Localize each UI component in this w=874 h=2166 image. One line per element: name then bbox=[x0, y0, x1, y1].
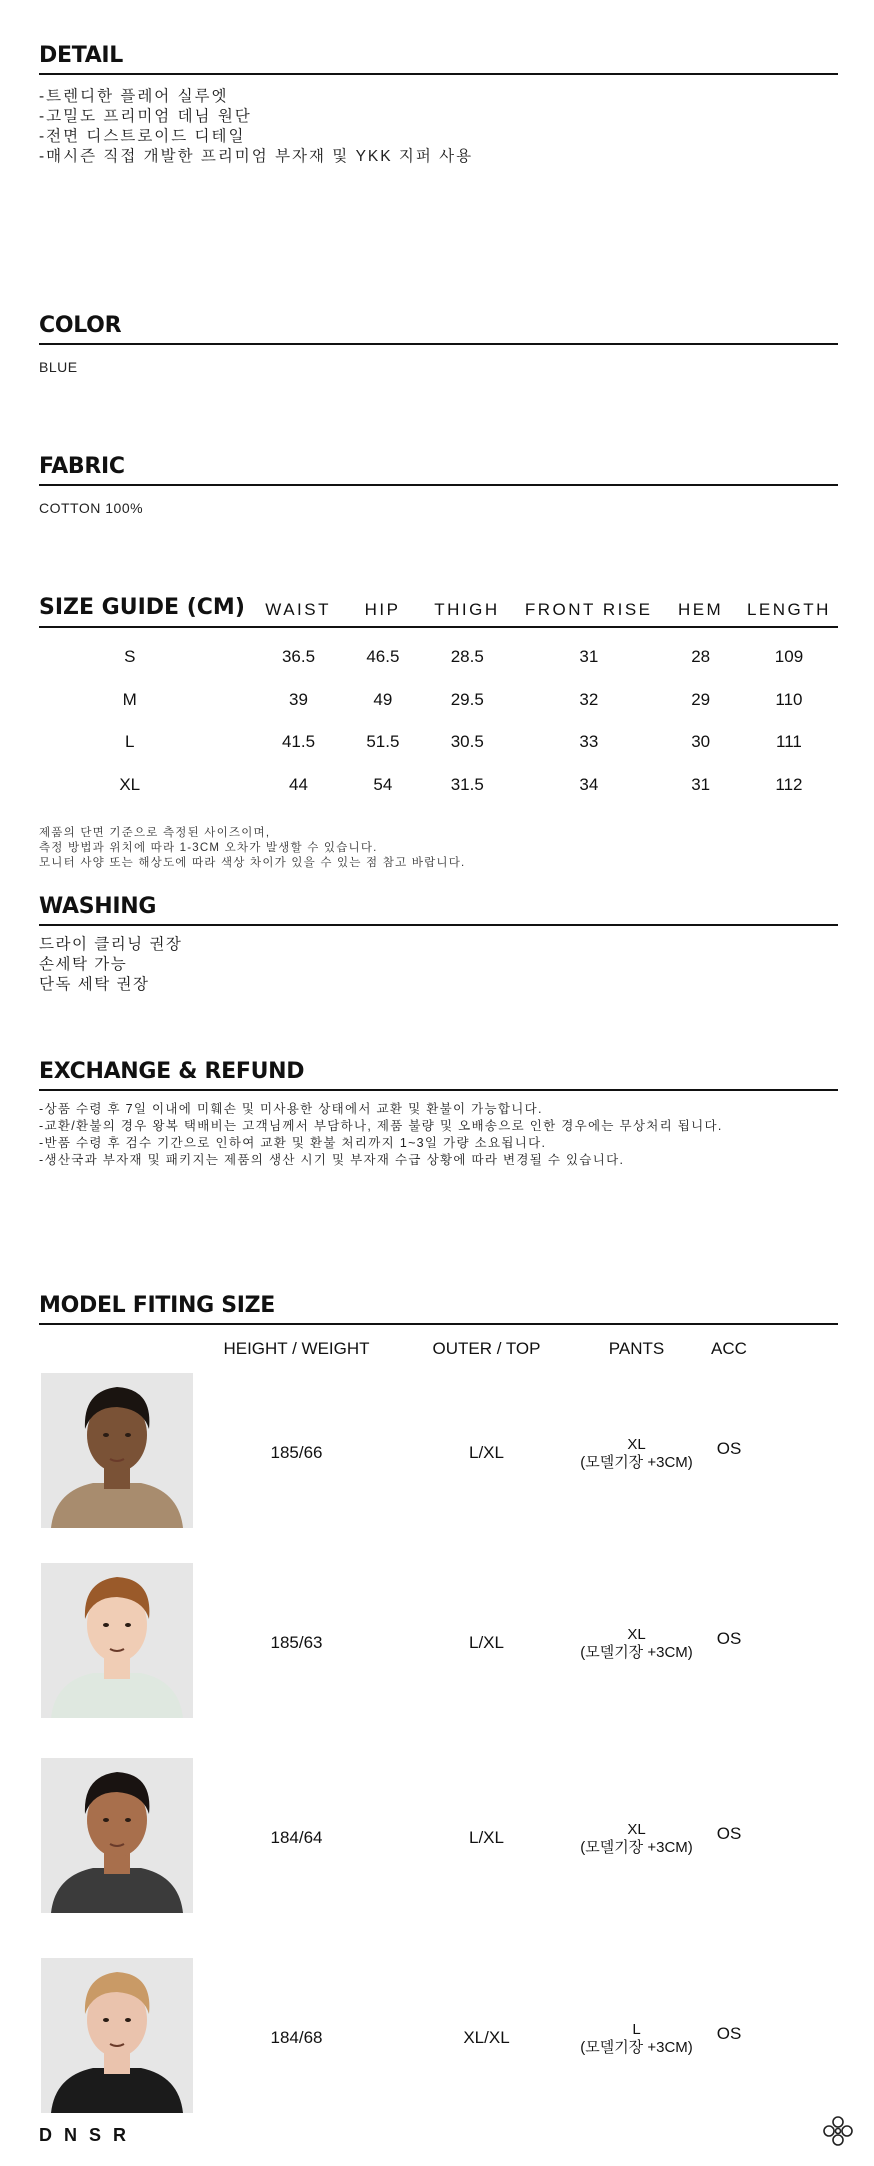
size-guide-header bbox=[39, 592, 838, 628]
note-line: 모니터 사양 또는 해상도에 따라 색상 차이가 있을 수 있는 점 참고 바랍니다. bbox=[39, 857, 466, 869]
model-row bbox=[39, 1563, 838, 1723]
model-photo bbox=[41, 1758, 193, 1913]
size-guide-notes bbox=[39, 826, 838, 871]
size-cell: 34 bbox=[579, 774, 599, 794]
detail-line: -고밀도 프리미엄 데님 원단 bbox=[39, 108, 252, 125]
size-cell: 109 bbox=[774, 647, 804, 667]
model-pants bbox=[574, 1821, 699, 1857]
exchange-section bbox=[39, 1059, 838, 1169]
model-height-weight: 184/68 bbox=[270, 2028, 323, 2047]
note-line: 제품의 단면 기준으로 측정된 사이즈이며, bbox=[39, 827, 271, 839]
col-pants: PANTS bbox=[608, 1338, 665, 1358]
washing-line: 손세탁 가능 bbox=[39, 956, 128, 973]
washing-line: 단독 세탁 권장 bbox=[39, 976, 150, 993]
model-section bbox=[39, 1293, 838, 2056]
model-acc: OS bbox=[716, 1824, 742, 1843]
size-cell: 41.5 bbox=[281, 732, 316, 752]
size-cell: 51.5 bbox=[366, 732, 400, 752]
col-waist: WAIST bbox=[265, 600, 331, 619]
pants-note: (모델기장 +3CM) bbox=[580, 2039, 693, 2056]
flower-logo-icon bbox=[818, 2111, 858, 2151]
fabric-title: FABRIC bbox=[39, 454, 838, 486]
color-title: COLOR bbox=[39, 313, 838, 345]
color-value: BLUE bbox=[39, 359, 78, 375]
exchange-list bbox=[39, 1101, 838, 1169]
detail-list bbox=[39, 87, 838, 167]
detail-title: DETAIL bbox=[39, 43, 838, 75]
pants-size: L bbox=[632, 2021, 641, 2038]
pants-note: (모델기장 +3CM) bbox=[580, 1454, 693, 1471]
washing-title: WASHING bbox=[39, 894, 838, 926]
size-cell: 49 bbox=[373, 689, 393, 709]
detail-section bbox=[39, 43, 838, 167]
model-pants bbox=[574, 2021, 699, 2057]
size-cell: 54 bbox=[373, 774, 393, 794]
detail-line: -트렌디한 플레어 실루엣 bbox=[39, 88, 229, 105]
fabric-section bbox=[39, 454, 838, 516]
col-front-rise: FRONT RISE bbox=[524, 600, 653, 619]
model-outer-top: L/XL bbox=[469, 1828, 504, 1847]
exchange-line: -교환/환불의 경우 왕복 택배비는 고객님께서 부담하나, 제품 불량 및 오배송으로 인한 경우에는 무상처리 됩니다. bbox=[39, 1119, 723, 1133]
size-row bbox=[39, 721, 838, 764]
size-cell: 28.5 bbox=[450, 647, 484, 667]
size-label: L bbox=[125, 732, 135, 752]
size-cell: 36.5 bbox=[281, 647, 316, 667]
size-guide-body bbox=[39, 636, 838, 806]
fabric-value: COTTON 100% bbox=[39, 500, 144, 516]
size-row bbox=[39, 764, 838, 807]
exchange-line: -생산국과 부자재 및 패키지는 제품의 생산 시기 및 부자재 수급 상황에 따라 변경될 수 있습니다. bbox=[39, 1153, 625, 1167]
size-label: S bbox=[124, 647, 136, 667]
model-height-weight: 185/66 bbox=[270, 1443, 323, 1462]
col-height-weight: HEIGHT / WEIGHT bbox=[223, 1338, 370, 1358]
size-cell: 31 bbox=[691, 774, 711, 794]
pants-size: XL bbox=[627, 1436, 646, 1453]
model-acc: OS bbox=[716, 2024, 742, 2043]
model-outer-top: XL/XL bbox=[463, 2028, 510, 2047]
size-cell: 31 bbox=[579, 647, 599, 667]
size-cell: 29.5 bbox=[450, 689, 484, 709]
washing-line: 드라이 클리닝 권장 bbox=[39, 936, 183, 953]
model-acc: OS bbox=[716, 1629, 742, 1648]
model-title: MODEL FITING SIZE bbox=[39, 1293, 838, 1325]
size-cell: 112 bbox=[775, 774, 803, 794]
washing-section bbox=[39, 894, 838, 995]
model-row bbox=[39, 1958, 838, 2118]
model-row bbox=[39, 1373, 838, 1533]
col-outer-top: OUTER / TOP bbox=[432, 1338, 541, 1358]
pants-note: (모델기장 +3CM) bbox=[580, 1839, 693, 1856]
model-height-weight: 185/63 bbox=[270, 1633, 323, 1652]
color-section bbox=[39, 313, 838, 375]
size-guide-title: SIZE GUIDE (CM) bbox=[39, 595, 245, 620]
col-acc: ACC bbox=[711, 1338, 747, 1358]
model-photo bbox=[41, 1563, 193, 1718]
pants-size: XL bbox=[627, 1821, 646, 1838]
model-row bbox=[39, 1758, 838, 1918]
size-label: XL bbox=[119, 774, 141, 794]
pants-note: (모델기장 +3CM) bbox=[580, 1644, 693, 1661]
size-row bbox=[39, 679, 838, 722]
size-cell: 30.5 bbox=[450, 732, 484, 752]
size-cell: 28 bbox=[691, 647, 711, 667]
exchange-line: -상품 수령 후 7일 이내에 미훼손 및 미사용한 상태에서 교환 및 환불이 가능합니다. bbox=[39, 1102, 543, 1116]
model-photo bbox=[41, 1958, 193, 2113]
col-hem: HEM bbox=[677, 600, 724, 619]
size-cell: 30 bbox=[691, 732, 711, 752]
brand-name: DNSR bbox=[39, 2125, 139, 2145]
model-pants bbox=[574, 1626, 699, 1662]
size-cell: 44 bbox=[289, 774, 308, 794]
col-length: LENGTH bbox=[746, 600, 831, 619]
detail-line: -전면 디스트로이드 디테일 bbox=[39, 128, 246, 145]
size-guide-section bbox=[39, 592, 838, 871]
size-cell: 39 bbox=[289, 689, 308, 709]
size-cell: 110 bbox=[775, 689, 803, 709]
note-line: 측정 방법과 위치에 따라 1-3CM 오차가 발생할 수 있습니다. bbox=[39, 842, 378, 854]
size-cell: 32 bbox=[579, 689, 599, 709]
model-photo bbox=[41, 1373, 193, 1528]
washing-list bbox=[39, 935, 838, 995]
size-row bbox=[39, 636, 838, 679]
model-pants bbox=[574, 1436, 699, 1472]
size-label: M bbox=[122, 689, 137, 709]
detail-line: -매시즌 직접 개발한 프리미엄 부자재 및 YKK 지퍼 사용 bbox=[39, 148, 474, 165]
size-cell: 29 bbox=[691, 689, 711, 709]
col-thigh: THIGH bbox=[434, 600, 500, 619]
model-height-weight: 184/64 bbox=[270, 1828, 323, 1847]
size-cell: 46.5 bbox=[366, 647, 400, 667]
size-cell: 31.5 bbox=[450, 774, 484, 794]
size-cell: 33 bbox=[579, 732, 599, 752]
model-header bbox=[39, 1330, 838, 1367]
exchange-line: -반품 수령 후 검수 기간으로 인하여 교환 및 환불 처리까지 1~3일 가량 소요됩니다. bbox=[39, 1136, 547, 1150]
exchange-title: EXCHANGE & REFUND bbox=[39, 1059, 838, 1091]
pants-size: XL bbox=[627, 1626, 646, 1643]
model-outer-top: L/XL bbox=[469, 1443, 504, 1462]
size-cell: 111 bbox=[776, 732, 802, 752]
model-acc: OS bbox=[716, 1439, 742, 1458]
model-outer-top: L/XL bbox=[469, 1633, 504, 1652]
col-hip: HIP bbox=[364, 600, 401, 619]
